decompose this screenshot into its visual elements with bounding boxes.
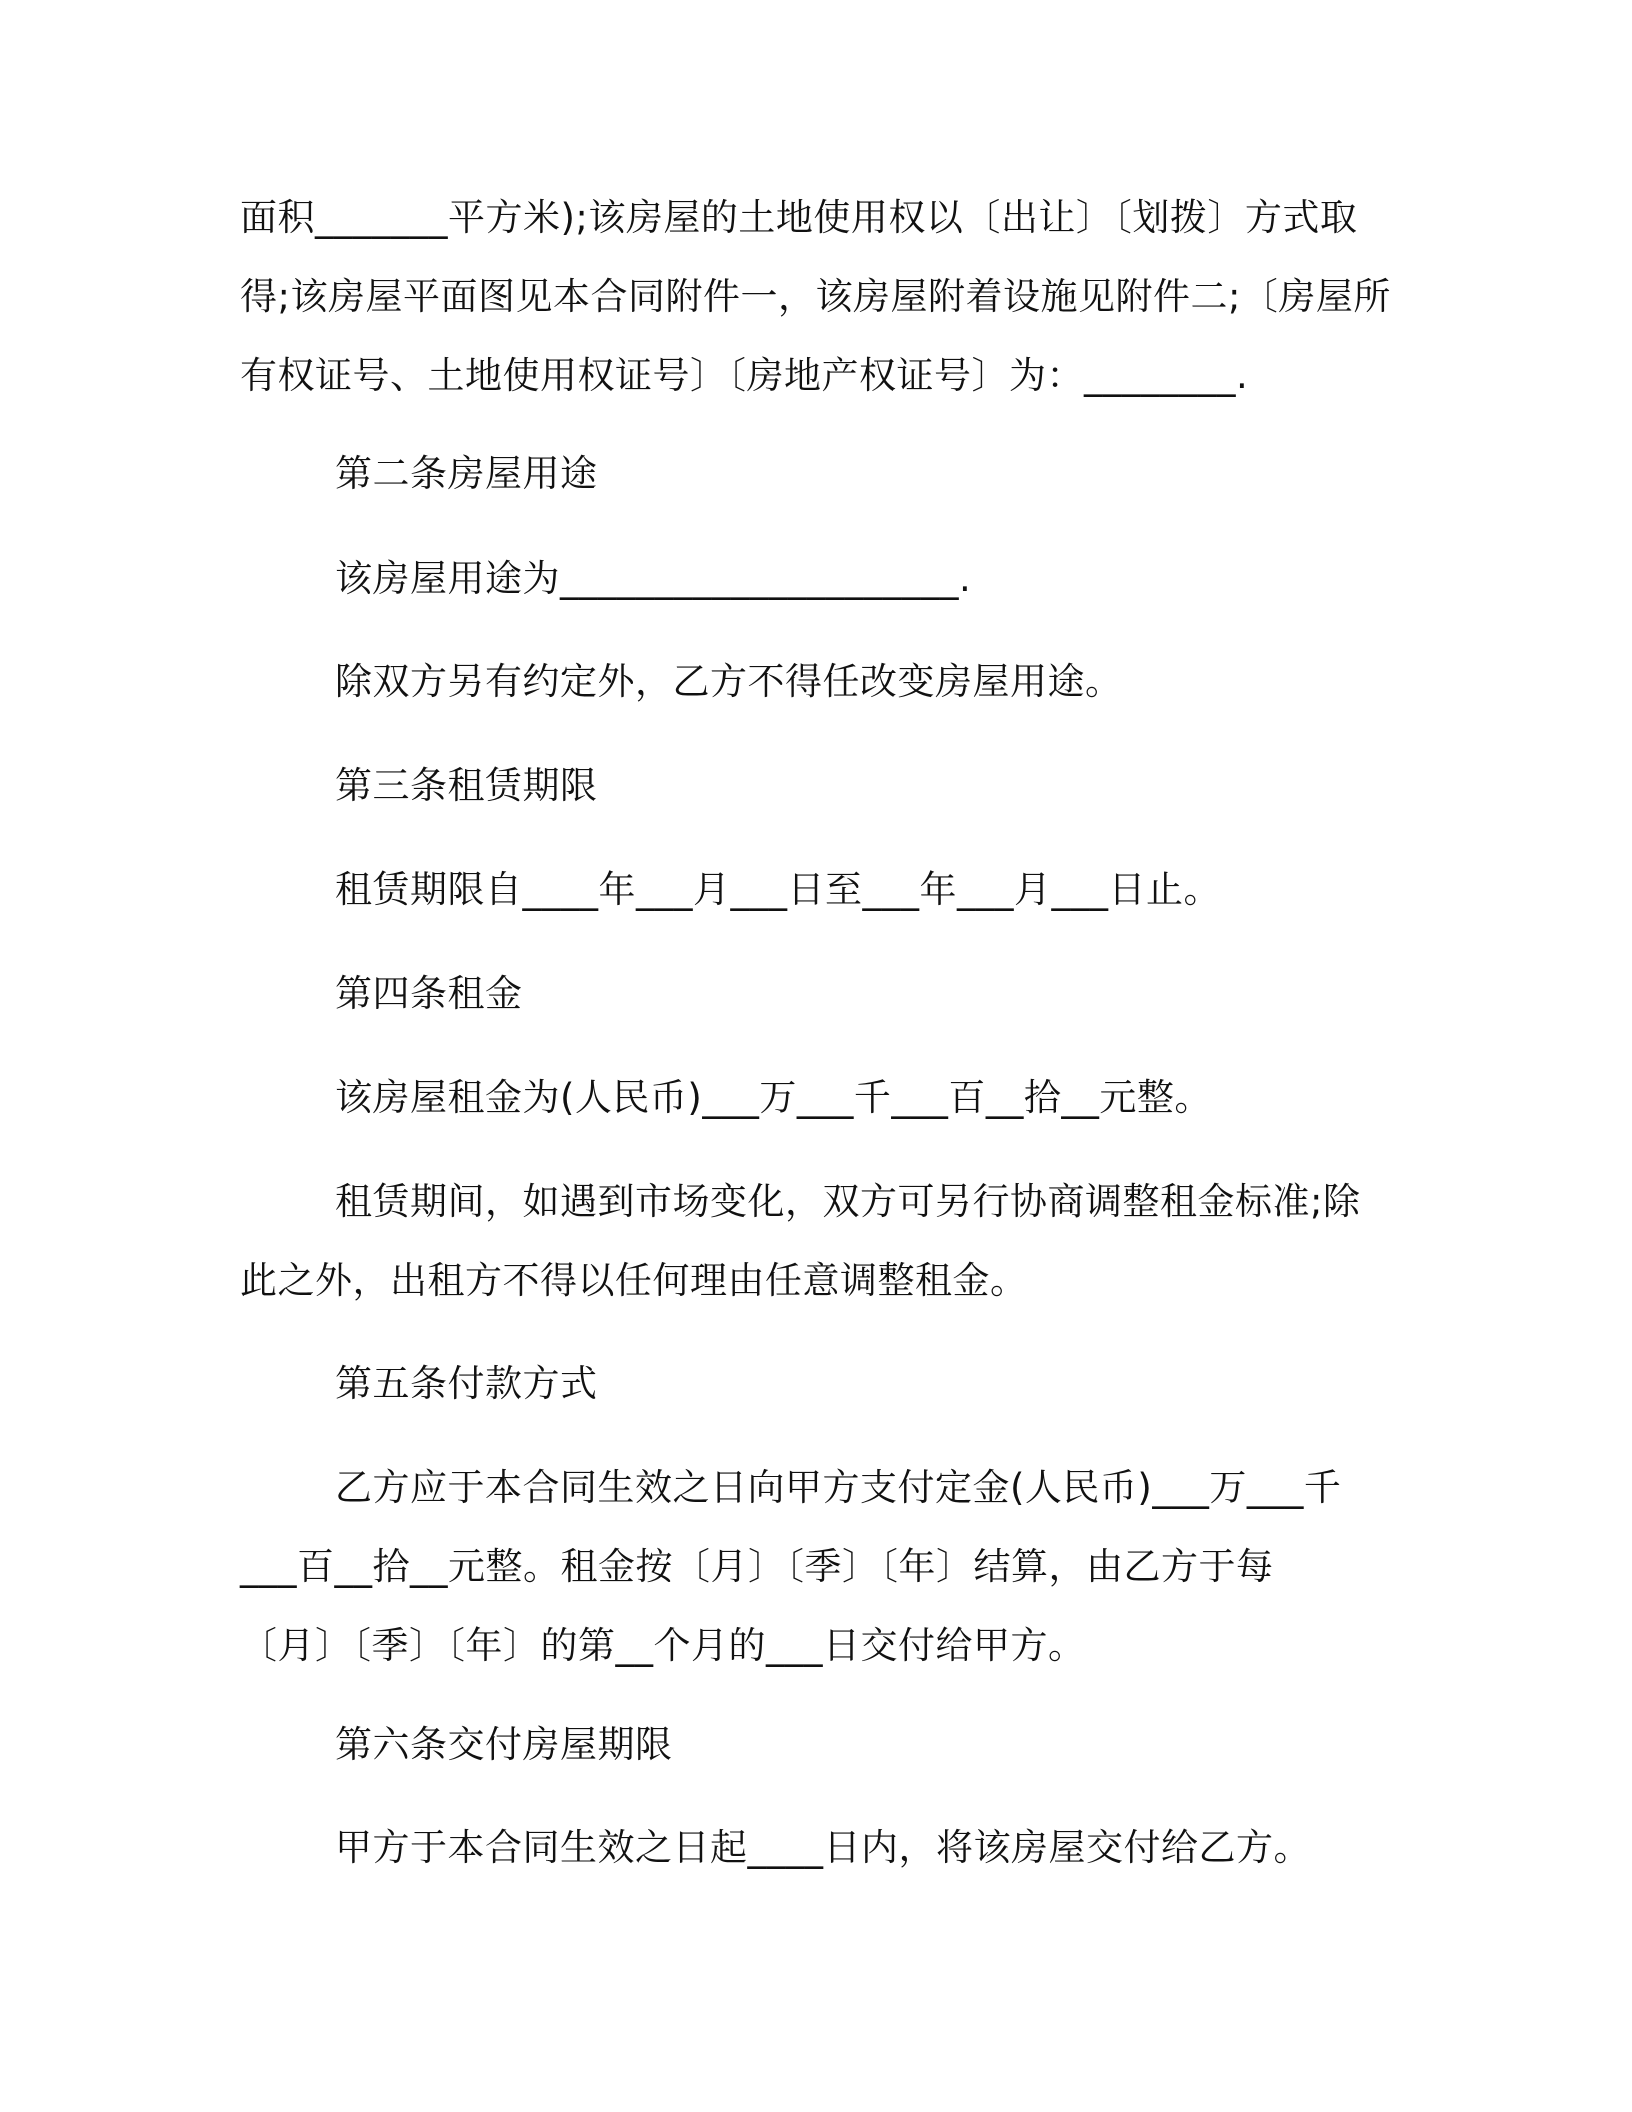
section-heading: 第四条租金 xyxy=(335,972,523,1015)
text-line: 此之外，出租方不得以任何理由任意调整租金。 xyxy=(240,1259,1028,1302)
text-line: 面积_______平方米);该房屋的土地使用权以〔出让〕〔划拨〕方式取 xyxy=(240,196,1358,239)
text-line: 得;该房屋平面图见本合同附件一，该房屋附着设施见附件二;〔房屋所 xyxy=(240,275,1391,318)
text-line: 乙方应于本合同生效之日向甲方支付定金(人民币)___万___千 xyxy=(335,1466,1342,1509)
text-line: 该房屋租金为(人民币)___万___千___百__拾__元整。 xyxy=(335,1076,1212,1119)
text-line: 租赁期限自____年___月___日至___年___月___日止。 xyxy=(335,868,1221,911)
text-line: 该房屋用途为_____________________. xyxy=(335,557,972,600)
section-heading: 第六条交付房屋期限 xyxy=(335,1723,673,1766)
section-heading: 第二条房屋用途 xyxy=(335,452,598,495)
section-heading: 第三条租赁期限 xyxy=(335,764,598,807)
text-line: 租赁期间，如遇到市场变化，双方可另行协商调整租金标准;除 xyxy=(335,1180,1361,1223)
text-line: ___百__拾__元整。租金按〔月〕〔季〕〔年〕结算，由乙方于每 xyxy=(240,1545,1274,1588)
text-line: 〔月〕〔季〕〔年〕的第__个月的___日交付给甲方。 xyxy=(240,1624,1086,1667)
text-line: 有权证号、土地使用权证号〕〔房地产权证号〕为：________. xyxy=(240,354,1249,397)
text-line: 除双方另有约定外，乙方不得任改变房屋用途。 xyxy=(335,660,1123,703)
text-line: 甲方于本合同生效之日起____日内，将该房屋交付给乙方。 xyxy=(335,1826,1311,1869)
section-heading: 第五条付款方式 xyxy=(335,1362,598,1405)
